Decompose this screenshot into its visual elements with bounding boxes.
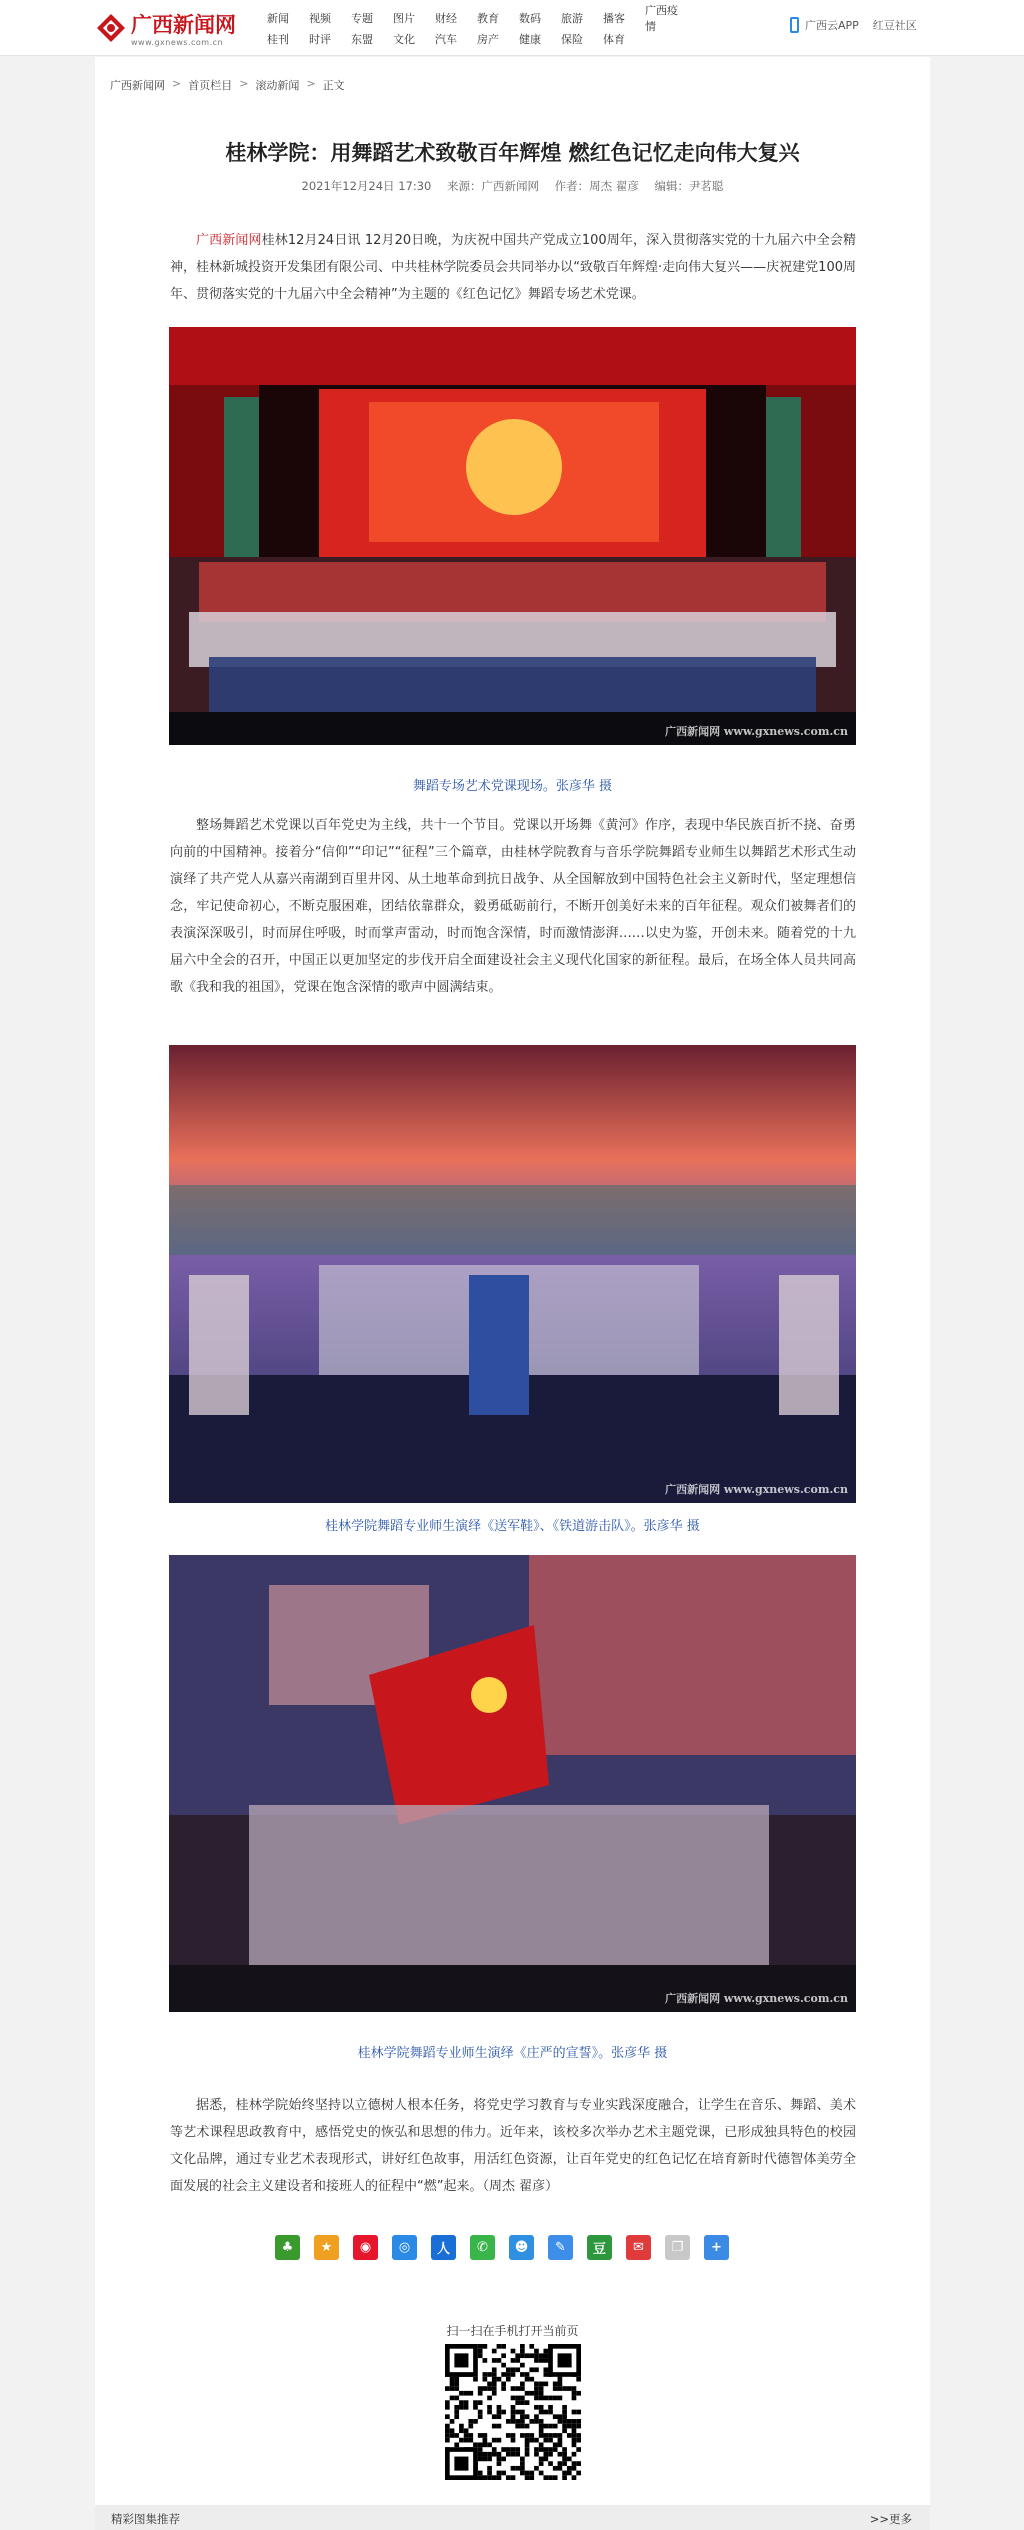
top-right-links [790, 17, 917, 33]
nav-item[interactable]: 教育 [477, 11, 499, 25]
breadcrumb-separator: > [172, 77, 182, 90]
photo-watermark: 广西新闻网 www.gxnews.com.cn [665, 1483, 848, 1496]
share-bar [275, 2235, 743, 2260]
breadcrumb-subsection[interactable]: 滚动新闻 [255, 79, 300, 92]
gallery-recommend-bar [95, 2505, 930, 2530]
article-panel [95, 57, 930, 2530]
breadcrumb-separator: > [306, 77, 316, 90]
site-url: www.gxnews.com.cn [131, 38, 224, 47]
clover-icon[interactable]: ♣ [275, 2235, 300, 2260]
photo-caption-2: 桂林学院舞蹈专业师生演绎《送军鞋》、《铁道游击队》。张彦华 摄 [325, 1519, 700, 1534]
article-meta [95, 178, 930, 194]
nav-item[interactable]: 视频 [309, 11, 331, 25]
community-link[interactable]: 红豆社区 [872, 19, 917, 32]
nav-item[interactable]: 旅游 [561, 11, 583, 25]
more-plus-icon[interactable]: + [704, 2235, 729, 2260]
nav-item[interactable]: 播客 [603, 11, 625, 25]
qr-label: 扫一扫在手机打开当前页 [446, 2324, 579, 2338]
main-nav [267, 3, 687, 49]
nav-item[interactable]: 汽车 [435, 32, 457, 46]
nav-item[interactable]: 财经 [435, 11, 457, 25]
star-icon[interactable]: ★ [314, 2235, 339, 2260]
nav-item[interactable]: 体育 [603, 32, 625, 46]
nav-row-2 [267, 28, 687, 49]
breadcrumb-home[interactable]: 广西新闻网 [110, 79, 165, 92]
netease-icon[interactable]: ✉ [626, 2235, 651, 2260]
photo-watermark: 广西新闻网 www.gxnews.com.cn [665, 1992, 848, 2005]
breadcrumb-separator: > [239, 77, 249, 90]
qr-code [445, 2344, 581, 2480]
tencent-weibo-icon[interactable]: ◎ [392, 2235, 417, 2260]
article-author: 作者：周杰 翟彦 [554, 179, 639, 193]
renren-icon[interactable]: 人 [431, 2235, 456, 2260]
nav-item[interactable]: 时评 [309, 32, 331, 46]
douban-icon[interactable]: 豆 [587, 2235, 612, 2260]
wechat-icon[interactable]: ✆ [470, 2235, 495, 2260]
article-photo-1 [169, 327, 856, 745]
nav-item[interactable]: 东盟 [351, 32, 373, 46]
article-paragraph-1 [170, 227, 856, 308]
photo-watermark: 广西新闻网 www.gxnews.com.cn [665, 725, 848, 738]
top-navbar [0, 0, 1024, 56]
nav-item[interactable]: 文化 [393, 32, 415, 46]
breadcrumb-current: 正文 [322, 79, 345, 92]
nav-item[interactable]: 房产 [477, 32, 499, 46]
article-source: 来源：广西新闻网 [447, 179, 540, 193]
article-paragraph-3: 据悉，桂林学院始终坚持以立德树人根本任务，将党史学习教育与专业实践深度融合，让学生在音乐、舞蹈、美术等艺术课程思政教育中，感悟党史的恢弘和思想的伟力。近年来，该校多次举办艺术主题党课，已形成独具特色的校园文化品牌，通过专业艺术表现形式，讲好红色故事，用活红色资源，让百年党史的红色记忆在培育新时代德智体美劳全面发展的社会主义建设者和接班人的征程中“燃”起来。（周杰 翟彦） [170, 2098, 856, 2194]
article-photo-3 [169, 1555, 856, 2012]
article-photo-2 [169, 1045, 856, 1503]
nav-item[interactable]: 广西疫情 [645, 3, 678, 33]
breadcrumb [110, 77, 345, 93]
article-editor: 编辑：尹茗聪 [654, 179, 724, 193]
site-name: 广西新闻网 [131, 12, 236, 37]
nav-item[interactable]: 桂刊 [267, 32, 289, 46]
article-date: 2021年12月24日 17:30 [301, 179, 432, 193]
gallery-recommend-title: 精彩图集推荐 [111, 2512, 180, 2526]
article-paragraph-2: 整场舞蹈艺术党课以百年党史为主线，共十一个节目。党课以开场舞《黄河》作序，表现中华民族百折不挠、奋勇向前的中国精神。接着分“信仰”“印记”“征程”三个篇章，由桂林学院教育与音乐学院舞蹈专业师生以舞蹈艺术形式生动演绎了共产党人从嘉兴南湖到百里井冈、从土地革命到抗日战争、从全国解放到中国特色社会主义新时代，坚定理想信念，牢记使命初心，不断克服困难，团结依靠群众，毅勇砥砺前行，不断开创美好未来的百年征程。观众们被舞者们的表演深深吸引，时而屏住呼吸，时而掌声雷动，时而饱含深情，时而激情澎湃……以史为鉴，开创未来。随着党的十九届六中全会的召开，中国正以更加坚定的步伐开启全面建设社会主义现代化国家的新征程。最后，在场全体人员共同高歌《我和我的祖国》，党课在饱含深情的歌声中圆满结束。 [170, 818, 856, 995]
nav-item[interactable]: 图片 [393, 11, 415, 25]
weibo-icon[interactable]: ◉ [353, 2235, 378, 2260]
breadcrumb-section[interactable]: 首页栏目 [188, 79, 233, 92]
article-title: 桂林学院：用舞蹈艺术致敬百年辉煌 燃红色记忆走向伟大复兴 [225, 141, 800, 165]
mobile-phone-icon [790, 17, 799, 33]
note-icon[interactable]: ✎ [548, 2235, 573, 2260]
nav-item[interactable]: 保险 [561, 32, 583, 46]
nav-item[interactable]: 新闻 [267, 11, 289, 25]
nav-item[interactable]: 专题 [351, 11, 373, 25]
source-link[interactable]: 广西新闻网 [196, 233, 262, 248]
nav-item[interactable]: 健康 [519, 32, 541, 46]
photo-caption-3: 桂林学院舞蹈专业师生演绎《庄严的宣誓》。张彦华 摄 [357, 2046, 668, 2061]
qq-icon[interactable]: ☻ [509, 2235, 534, 2260]
photo-caption-1: 舞蹈专场艺术党课现场。张彦华 摄 [412, 779, 613, 794]
app-link[interactable]: 广西云APP [805, 19, 859, 32]
paragraph-1-text: 桂林12月24日讯 12月20日晚，为庆祝中国共产党成立100周年，深入贯彻落实党的十九届六中全会精神，桂林新城投资开发集团有限公司、中共桂林学院委员会共同举办以“致敬百年辉煌·走向伟大复兴——庆祝建党100周年、贯彻落实党的十九届六中全会精神”为主题的《红色记忆》舞蹈专场艺术党课。 [170, 233, 856, 302]
site-logo[interactable] [95, 6, 250, 50]
more-link[interactable]: >>更多 [869, 2512, 912, 2526]
nav-item[interactable]: 数码 [519, 11, 541, 25]
nav-row-1 [267, 3, 687, 33]
copy-icon[interactable]: ❐ [665, 2235, 690, 2260]
logo-emblem-icon [95, 12, 127, 44]
